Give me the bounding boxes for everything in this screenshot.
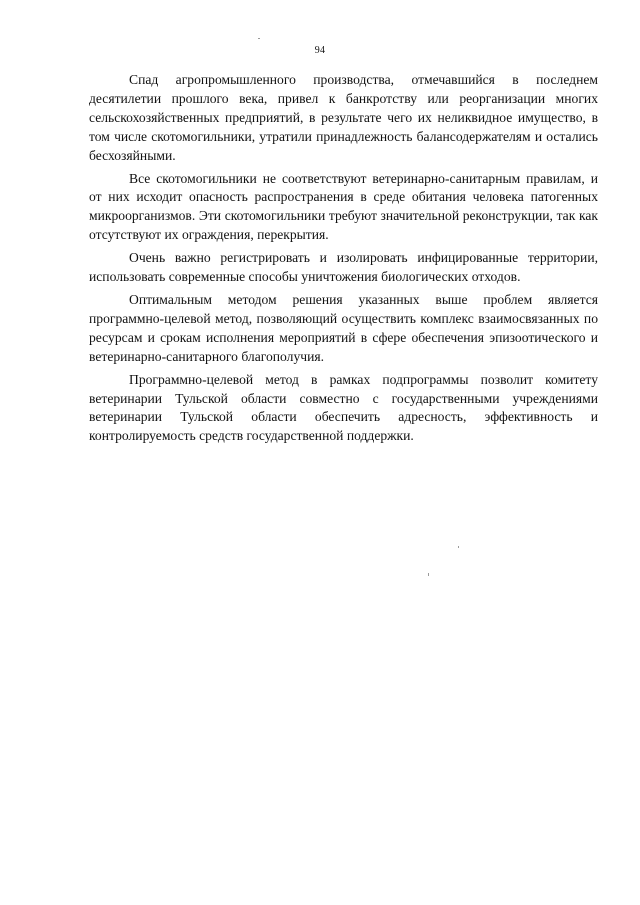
paragraph-3: Очень важно регистрировать и изолировать инфицированные территории, использовать современные способы уничтожения биологических отходов. [89, 250, 598, 285]
scan-speck [428, 573, 429, 576]
paragraph-2: Все скотомогильники не соответствуют ветеринарно-санитарным правилам, и от них исходит опасность распространения в среде обитания человека патогенных микроорганизмов. Эти скотомогильники требуют значительной реконструкции, так как отсутствуют их ограждения, перекрытия. [89, 170, 598, 243]
scan-speck [258, 38, 260, 39]
document-body [89, 71, 598, 450]
paragraph-4: Оптимальным методом решения указанных выше проблем является программно-целевой метод, позволяющий осуществить комплекс взаимосвязанных по ресурсам и срокам исполнения мероприятий в сфере обеспечения эпизоотического и ветеринарно-санитарного благополучия. [89, 291, 598, 364]
scan-speck [458, 546, 459, 548]
paragraph-1: Спад агропромышленного производства, отмечавшийся в последнем десятилетии прошлого века, привел к банкротству или реорганизации многих сельскохозяйственных предприятий, в результате чего их неликвидное имущество, в том числе скотомогильники, утратили принадлежность балансодержателям и остались бесхозяйными. [89, 72, 598, 163]
page-number: 94 [314, 45, 326, 56]
paragraph-5: Программно-целевой метод в рамках подпрограммы позволит комитету ветеринарии Тульской области совместно с государственными учреждениями ветеринарии Тульской области обеспечить адресность, эффективность и контролируемость средств государственной поддержки. [89, 371, 598, 444]
